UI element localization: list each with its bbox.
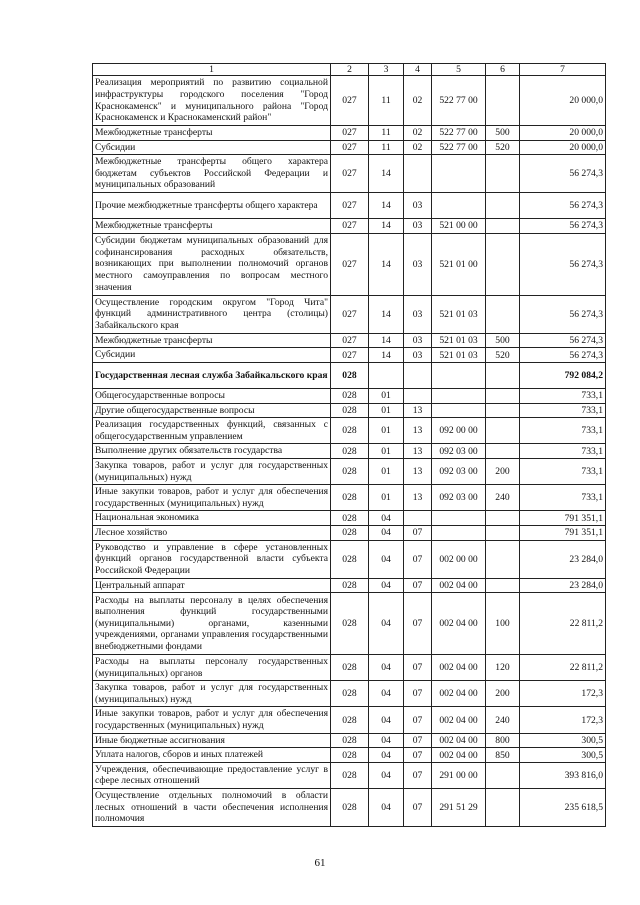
row-expense-type: 800 [486, 733, 520, 748]
row-section-code: 04 [369, 707, 404, 733]
row-section-code: 04 [369, 655, 404, 681]
table-row [93, 707, 606, 733]
row-section-code: 04 [369, 748, 404, 763]
row-target-code: 522 77 00 [432, 76, 486, 126]
row-section-code: 01 [369, 403, 404, 418]
table-row [93, 458, 606, 484]
row-ministry-code: 028 [331, 578, 369, 593]
row-name: Национальная экономика [93, 511, 331, 526]
row-amount: 733,1 [520, 444, 606, 459]
table-row [93, 403, 606, 418]
row-target-code: 521 00 00 [432, 219, 486, 234]
row-expense-type [486, 578, 520, 593]
row-section-code: 04 [369, 681, 404, 707]
row-subsection-code: 13 [404, 444, 432, 459]
row-subsection-code: 07 [404, 540, 432, 578]
page-number: 61 [314, 857, 326, 869]
row-name: Лесное хозяйство [93, 525, 331, 540]
row-target-code [432, 155, 486, 193]
row-subsection-code: 03 [404, 193, 432, 219]
row-expense-type: 500 [486, 333, 520, 348]
table-row [93, 733, 606, 748]
row-amount: 20 000,0 [520, 76, 606, 126]
row-amount: 56 274,3 [520, 155, 606, 193]
row-expense-type: 120 [486, 655, 520, 681]
row-section-code: 04 [369, 789, 404, 827]
row-amount: 22 811,2 [520, 655, 606, 681]
row-target-code [432, 403, 486, 418]
row-section-code: 14 [369, 219, 404, 234]
table-row [93, 233, 606, 295]
row-name: Субсидии [93, 348, 331, 363]
row-subsection-code: 07 [404, 789, 432, 827]
row-name: Государственная лесная служба Забайкальского края [93, 362, 331, 388]
row-amount: 393 816,0 [520, 762, 606, 788]
table-row [93, 485, 606, 511]
header-col-6: 6 [486, 64, 520, 76]
row-expense-type [486, 403, 520, 418]
row-target-code: 002 04 00 [432, 733, 486, 748]
row-amount: 733,1 [520, 403, 606, 418]
row-subsection-code: 02 [404, 126, 432, 141]
row-section-code: 14 [369, 333, 404, 348]
table-row [93, 155, 606, 193]
row-target-code: 521 01 00 [432, 233, 486, 295]
table-row [93, 444, 606, 459]
table-row [93, 140, 606, 155]
row-ministry-code: 027 [331, 140, 369, 155]
row-amount: 56 274,3 [520, 233, 606, 295]
row-amount: 20 000,0 [520, 140, 606, 155]
row-name: Межбюджетные трансферты [93, 219, 331, 234]
row-subsection-code: 13 [404, 458, 432, 484]
row-ministry-code: 027 [331, 76, 369, 126]
row-name: Центральный аппарат [93, 578, 331, 593]
row-section-code: 04 [369, 762, 404, 788]
row-ministry-code: 027 [331, 126, 369, 141]
row-ministry-code: 028 [331, 762, 369, 788]
table-row [93, 193, 606, 219]
row-subsection-code: 07 [404, 681, 432, 707]
row-expense-type [486, 418, 520, 444]
row-amount: 56 274,3 [520, 193, 606, 219]
row-target-code: 291 00 00 [432, 762, 486, 788]
row-section-code: 11 [369, 140, 404, 155]
row-target-code: 002 04 00 [432, 707, 486, 733]
table-row [93, 295, 606, 333]
row-amount: 733,1 [520, 485, 606, 511]
row-expense-type: 500 [486, 126, 520, 141]
row-ministry-code: 028 [331, 403, 369, 418]
row-expense-type: 100 [486, 593, 520, 655]
row-expense-type [486, 388, 520, 403]
row-target-code [432, 525, 486, 540]
row-target-code: 002 04 00 [432, 681, 486, 707]
row-target-code: 002 04 00 [432, 748, 486, 763]
row-expense-type [486, 155, 520, 193]
table-row [93, 655, 606, 681]
row-section-code: 14 [369, 233, 404, 295]
row-target-code: 521 01 03 [432, 333, 486, 348]
row-target-code [432, 362, 486, 388]
row-name: Реализация государственных функций, связанных с общегосударственным управлением [93, 418, 331, 444]
row-subsection-code: 07 [404, 733, 432, 748]
table-row [93, 511, 606, 526]
row-target-code: 291 51 29 [432, 789, 486, 827]
header-col-5: 5 [432, 64, 486, 76]
row-ministry-code: 027 [331, 193, 369, 219]
row-amount: 300,5 [520, 733, 606, 748]
row-ministry-code: 028 [331, 362, 369, 388]
table-row [93, 762, 606, 788]
row-target-code: 092 03 00 [432, 485, 486, 511]
row-amount: 172,3 [520, 681, 606, 707]
row-name: Закупка товаров, работ и услуг для государственных (муниципальных) нужд [93, 681, 331, 707]
row-ministry-code: 028 [331, 733, 369, 748]
row-ministry-code: 028 [331, 748, 369, 763]
row-section-code: 11 [369, 126, 404, 141]
row-ministry-code: 028 [331, 593, 369, 655]
row-ministry-code: 027 [331, 155, 369, 193]
row-section-code: 01 [369, 388, 404, 403]
row-target-code: 002 00 00 [432, 540, 486, 578]
row-subsection-code: 13 [404, 418, 432, 444]
row-amount: 792 084,2 [520, 362, 606, 388]
table-row [93, 219, 606, 234]
row-amount: 23 284,0 [520, 540, 606, 578]
table-row [93, 362, 606, 388]
row-subsection-code: 07 [404, 655, 432, 681]
row-amount: 23 284,0 [520, 578, 606, 593]
header-col-4: 4 [404, 64, 432, 76]
table-row [93, 418, 606, 444]
table-row [93, 388, 606, 403]
row-subsection-code: 07 [404, 593, 432, 655]
row-subsection-code [404, 511, 432, 526]
row-expense-type: 200 [486, 458, 520, 484]
table-row [93, 681, 606, 707]
row-name: Реализация мероприятий по развитию социальной инфраструктуры городского поселения "Город Краснокаменск" и муниципального района "Город Краснокаменск и Краснокаменский район" [93, 76, 331, 126]
row-section-code: 11 [369, 76, 404, 126]
row-name: Иные закупки товаров, работ и услуг для обеспечения государственных (муниципальных) нужд [93, 485, 331, 511]
row-amount: 235 618,5 [520, 789, 606, 827]
table-row [93, 578, 606, 593]
row-name: Межбюджетные трансферты общего характера бюджетам субъектов Российской Федерации и муниципальных образований [93, 155, 331, 193]
row-amount: 733,1 [520, 458, 606, 484]
row-name: Прочие межбюджетные трансферты общего характера [93, 193, 331, 219]
row-section-code: 04 [369, 733, 404, 748]
row-subsection-code: 07 [404, 748, 432, 763]
row-amount: 56 274,3 [520, 295, 606, 333]
row-section-code: 14 [369, 193, 404, 219]
row-amount: 300,5 [520, 748, 606, 763]
table-row [93, 593, 606, 655]
row-expense-type [486, 540, 520, 578]
table-row [93, 525, 606, 540]
row-subsection-code [404, 388, 432, 403]
row-expense-type [486, 511, 520, 526]
row-ministry-code: 027 [331, 348, 369, 363]
row-ministry-code: 028 [331, 525, 369, 540]
row-ministry-code: 028 [331, 789, 369, 827]
row-subsection-code [404, 362, 432, 388]
row-expense-type [486, 233, 520, 295]
row-section-code: 04 [369, 540, 404, 578]
row-name: Учреждения, обеспечивающие предоставление услуг в сфере лесных отношений [93, 762, 331, 788]
row-ministry-code: 028 [331, 388, 369, 403]
row-name: Общегосударственные вопросы [93, 388, 331, 403]
row-ministry-code: 027 [331, 295, 369, 333]
row-subsection-code: 02 [404, 76, 432, 126]
row-ministry-code: 027 [331, 233, 369, 295]
row-amount: 791 351,1 [520, 525, 606, 540]
row-section-code: 01 [369, 458, 404, 484]
row-name: Субсидии бюджетам муниципальных образований для софинансирования расходных обязательств, возникающих при выполнении полномочий органов местного самоуправления по вопросам местного значения [93, 233, 331, 295]
row-subsection-code: 13 [404, 403, 432, 418]
row-amount: 20 000,0 [520, 126, 606, 141]
row-name: Иные закупки товаров, работ и услуг для обеспечения государственных (муниципальных) нужд [93, 707, 331, 733]
budget-table [92, 63, 606, 827]
row-name: Субсидии [93, 140, 331, 155]
row-ministry-code: 028 [331, 655, 369, 681]
row-section-code: 01 [369, 418, 404, 444]
row-target-code: 092 03 00 [432, 458, 486, 484]
row-name: Расходы на выплаты персоналу в целях обеспечения выполнения функций государственными (муниципальными) органами, казенными учреждениями, органами управления государственными внебюджетными фондами [93, 593, 331, 655]
table-row [93, 348, 606, 363]
row-target-code: 521 01 03 [432, 295, 486, 333]
header-col-3: 3 [369, 64, 404, 76]
row-section-code: 01 [369, 485, 404, 511]
row-expense-type: 200 [486, 681, 520, 707]
row-ministry-code: 028 [331, 681, 369, 707]
row-ministry-code: 028 [331, 511, 369, 526]
row-name: Закупка товаров, работ и услуг для государственных (муниципальных) нужд [93, 458, 331, 484]
row-amount: 791 351,1 [520, 511, 606, 526]
row-expense-type: 850 [486, 748, 520, 763]
header-col-2: 2 [331, 64, 369, 76]
header-col-7: 7 [520, 64, 606, 76]
row-target-code [432, 193, 486, 219]
table-header-row [93, 64, 606, 76]
row-subsection-code: 03 [404, 348, 432, 363]
row-target-code: 092 03 00 [432, 444, 486, 459]
row-amount: 56 274,3 [520, 333, 606, 348]
row-subsection-code: 02 [404, 140, 432, 155]
row-ministry-code: 027 [331, 219, 369, 234]
row-section-code: 04 [369, 578, 404, 593]
row-name: Выполнение других обязательств государства [93, 444, 331, 459]
header-col-1: 1 [93, 64, 331, 76]
table-row [93, 748, 606, 763]
row-name: Иные бюджетные ассигнования [93, 733, 331, 748]
row-expense-type [486, 193, 520, 219]
table-row [93, 540, 606, 578]
row-expense-type [486, 789, 520, 827]
row-target-code [432, 511, 486, 526]
row-amount: 733,1 [520, 388, 606, 403]
row-amount: 56 274,3 [520, 348, 606, 363]
row-target-code: 002 04 00 [432, 593, 486, 655]
row-ministry-code: 027 [331, 333, 369, 348]
row-expense-type [486, 525, 520, 540]
row-expense-type [486, 219, 520, 234]
row-amount: 172,3 [520, 707, 606, 733]
row-amount: 22 811,2 [520, 593, 606, 655]
row-section-code: 14 [369, 295, 404, 333]
row-section-code: 14 [369, 348, 404, 363]
row-ministry-code: 028 [331, 418, 369, 444]
table-body [93, 76, 606, 827]
row-subsection-code: 07 [404, 525, 432, 540]
row-expense-type: 520 [486, 348, 520, 363]
row-expense-type [486, 444, 520, 459]
row-expense-type [486, 76, 520, 126]
row-section-code: 04 [369, 525, 404, 540]
row-subsection-code: 07 [404, 762, 432, 788]
row-subsection-code: 03 [404, 333, 432, 348]
row-expense-type [486, 362, 520, 388]
table-row [93, 76, 606, 126]
row-name: Межбюджетные трансферты [93, 333, 331, 348]
row-subsection-code: 03 [404, 219, 432, 234]
row-section-code: 01 [369, 444, 404, 459]
row-name: Руководство и управление в сфере установленных функций органов государственной власти субъекта Российской Федерации [93, 540, 331, 578]
row-expense-type [486, 295, 520, 333]
row-expense-type [486, 762, 520, 788]
row-section-code: 04 [369, 593, 404, 655]
row-section-code [369, 362, 404, 388]
row-section-code: 14 [369, 155, 404, 193]
row-name: Осуществление городским округом "Город Чита" функций административного центра (столицы) Забайкальского края [93, 295, 331, 333]
row-ministry-code: 028 [331, 444, 369, 459]
row-subsection-code [404, 155, 432, 193]
row-target-code [432, 388, 486, 403]
table-row [93, 333, 606, 348]
row-target-code: 521 01 03 [432, 348, 486, 363]
row-expense-type: 240 [486, 485, 520, 511]
row-expense-type: 240 [486, 707, 520, 733]
row-name: Расходы на выплаты персоналу государственных (муниципальных) органов [93, 655, 331, 681]
row-target-code: 522 77 00 [432, 126, 486, 141]
row-expense-type: 520 [486, 140, 520, 155]
row-subsection-code: 03 [404, 233, 432, 295]
row-name: Межбюджетные трансферты [93, 126, 331, 141]
row-name: Уплата налогов, сборов и иных платежей [93, 748, 331, 763]
row-ministry-code: 028 [331, 707, 369, 733]
row-ministry-code: 028 [331, 485, 369, 511]
table-row [93, 789, 606, 827]
row-name: Осуществление отдельных полномочий в области лесных отношений в части обеспечения исполнения полномочия [93, 789, 331, 827]
row-section-code: 04 [369, 511, 404, 526]
row-target-code: 522 77 00 [432, 140, 486, 155]
row-ministry-code: 028 [331, 540, 369, 578]
row-subsection-code: 07 [404, 578, 432, 593]
row-ministry-code: 028 [331, 458, 369, 484]
table-row [93, 126, 606, 141]
row-subsection-code: 07 [404, 707, 432, 733]
row-amount: 733,1 [520, 418, 606, 444]
row-subsection-code: 13 [404, 485, 432, 511]
row-name: Другие общегосударственные вопросы [93, 403, 331, 418]
row-target-code: 092 00 00 [432, 418, 486, 444]
row-target-code: 002 04 00 [432, 655, 486, 681]
row-target-code: 002 04 00 [432, 578, 486, 593]
row-amount: 56 274,3 [520, 219, 606, 234]
row-subsection-code: 03 [404, 295, 432, 333]
